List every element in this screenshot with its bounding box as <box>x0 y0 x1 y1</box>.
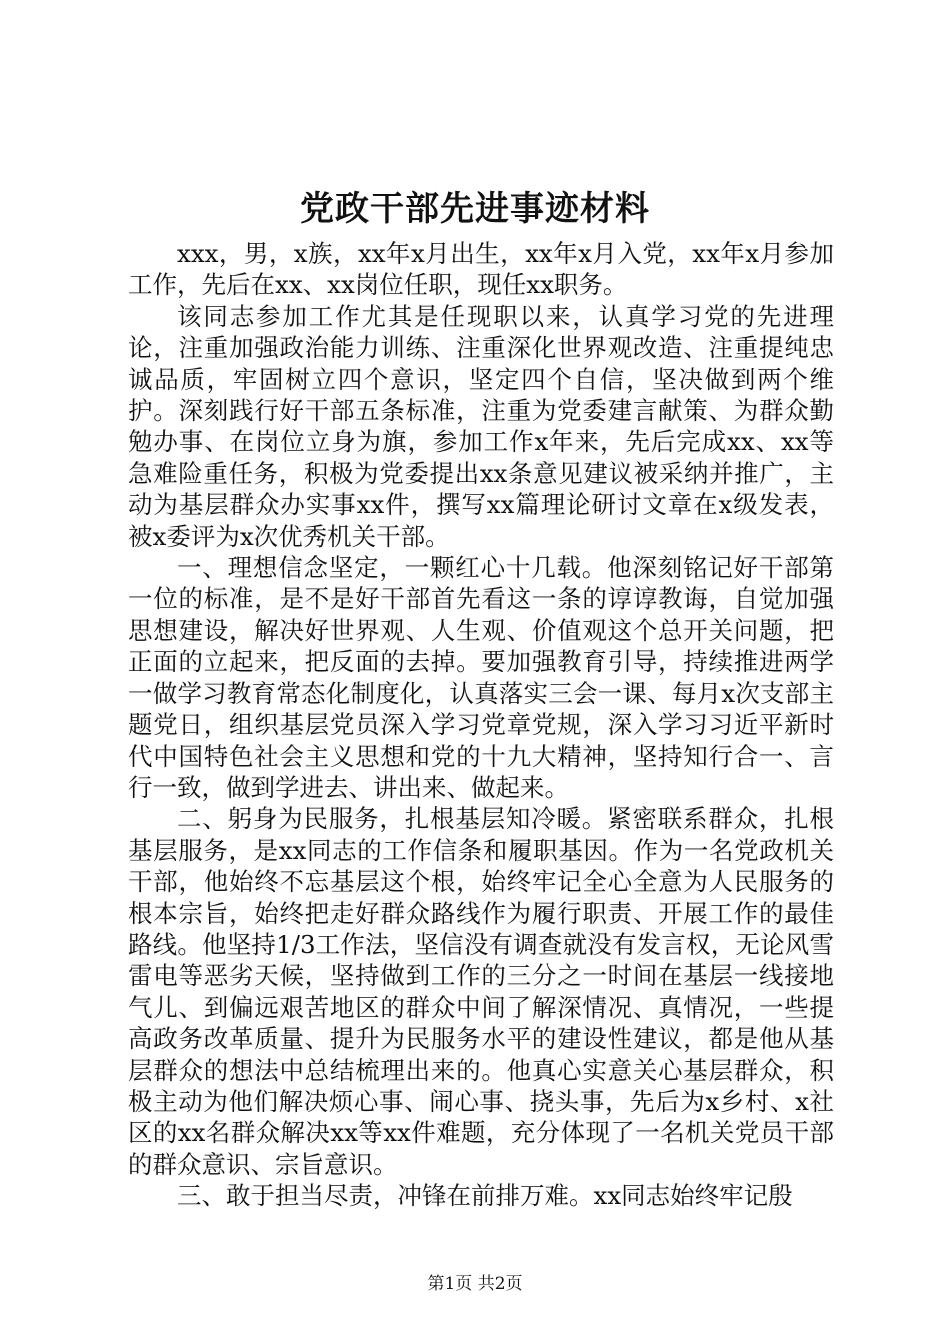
paragraph-summary: 该同志参加工作尤其是任现职以来，认真学习党的先进理论，注重加强政治能力训练、注重深化世界观改造、注重提纯忠诚品质，牢固树立四个意识，坚定四个自信，坚决做到两个维护。深刻践行好干部五条标准，注重为党委建言献策、为群众勤勉办事、在岗位立身为旗，参加工作x年来，先后完成xx、xx等急难险重任务，积极为党委提出xx条意见建议被采纳并推广，主动为基层群众办实事xx件，撰写xx篇理论研讨文章在x级发表，被x委评为x次优秀机关干部。 <box>128 301 834 551</box>
document-body <box>128 238 834 1212</box>
paragraph-intro: xxx，男，x族，xx年x月出生，xx年x月入党，xx年x月参加工作，先后在xx、xx岗位任职，现任xx职务。 <box>128 239 834 300</box>
paragraph-section-three: 三、敢于担当尽责，冲锋在前排万难。xx同志始终牢记殷 <box>177 1181 793 1211</box>
paragraph-section-one: 一、理想信念坚定，一颗红心十几载。他深刻铭记好干部第一位的标准，是不是好干部首先看这一条的谆谆教诲，自觉加强思想建设，解决好世界观、人生观、价值观这个总开关问题，把正面的立起来，把反面的去掉。要加强教育引导，持续推进两学一做学习教育常态化制度化，认真落实三会一课、每月x次支部主题党日，组织基层党员深入学习党章党规，深入学习习近平新时代中国特色社会主义思想和党的十九大精神，坚持知行合一、言行一致，做到学进去、讲出来、做起来。 <box>128 553 834 802</box>
page-footer: 第1页 共2页 <box>427 1274 523 1294</box>
document-title: 党政干部先进事迹材料 <box>300 189 650 229</box>
paragraph-section-two: 二、躬身为民服务，扎根基层知冷暖。紧密联系群众，扎根基层服务，是xx同志的工作信条和履职基因。作为一名党政机关干部，他始终不忘基层这个根，始终牢记全心全意为人民服务的根本宗旨，始终把走好群众路线作为履行职责、开展工作的最佳路线。他坚持1/3工作法，坚信没有调查就没有发言权，无论风雪雷电等恶劣天候，坚持做到工作的三分之一时间在基层一线接地气儿、到偏远艰苦地区的群众中间了解深情况、真情况，一些提高政务改革质量、提升为民服务水平的建设性建议，都是他从基层群众的想法中总结梳理出来的。他真心实意关心基层群众，积极主动为他们解决烦心事、闹心事、挠头事，先后为x乡村、x社区的xx名群众解决xx等xx件难题，充分体现了一名机关党员干部的群众意识、宗旨意识。 <box>128 804 834 1179</box>
